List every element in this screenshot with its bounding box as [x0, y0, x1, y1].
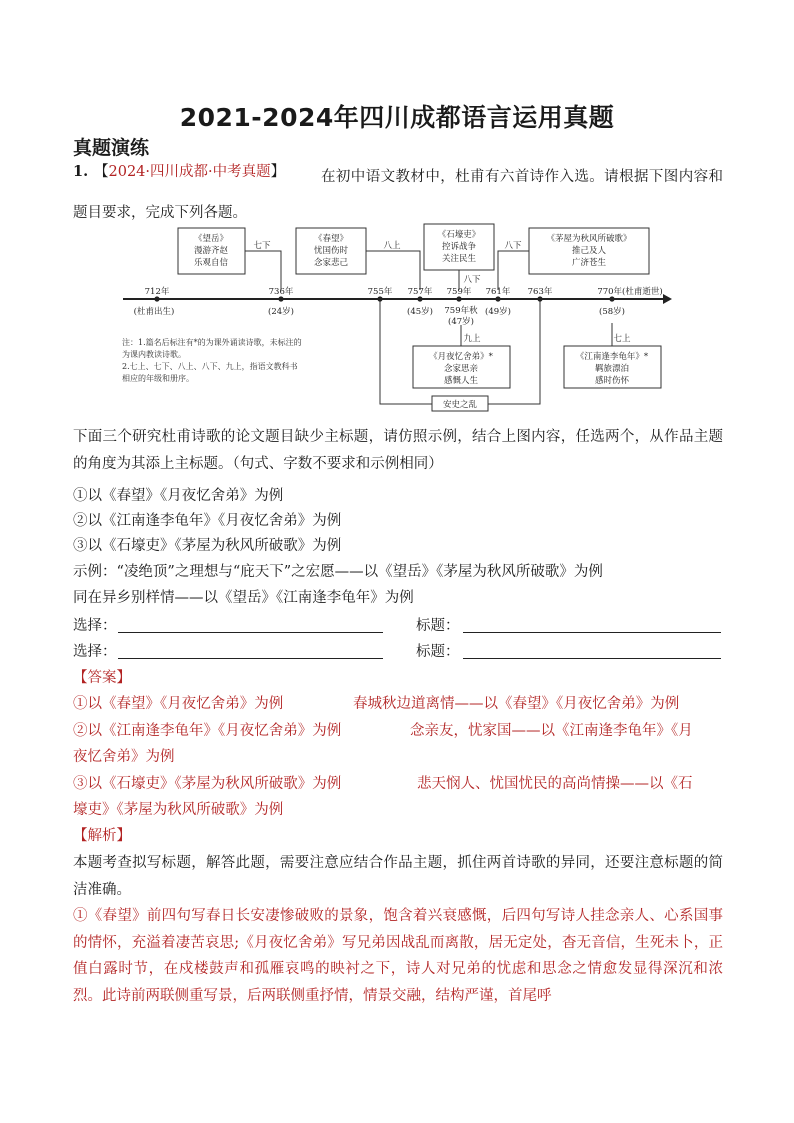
page-title: 2021-2024年四川成都语言运用真题 — [179, 103, 615, 132]
yueye-title: 《月夜忆舍弟》* — [429, 352, 493, 362]
note-line4: 相应的年级和册序。 — [122, 374, 194, 383]
option-1: ①以《春望》《月夜忆舍弟》为例 — [73, 488, 284, 504]
yueye-line2: 感慨人生 — [443, 376, 479, 386]
year-759-autumn: 759年秋 — [444, 306, 478, 316]
year-763: 763年 — [527, 287, 553, 297]
year-712: 712年 — [144, 287, 170, 297]
wangyue-line1: 漫游齐赵 — [193, 246, 229, 256]
answer-2-option: ②以《江南逢李龟年》《月夜忆舍弟》为例 — [73, 723, 342, 739]
age-birth: (杜甫出生) — [133, 307, 175, 317]
grade-8b-2: 八下 — [504, 241, 522, 251]
heading-blank-2[interactable] — [463, 658, 721, 659]
example-2: 同在异乡别样情——以《望岳》《江南逢李龟年》为例 — [73, 590, 414, 606]
analysis-label: 【解析】 — [73, 828, 131, 844]
svg-text:《茅屋为秋风所破歌》推己及人广济苍生 — [546, 233, 631, 268]
grade-7a: 七上 — [613, 334, 631, 344]
tick-757 — [417, 296, 422, 301]
tick-755 — [377, 296, 382, 301]
answer-1-title: 春城秋边道离情——以《春望》《月夜忆舍弟》为例 — [353, 696, 680, 712]
select-blank-1[interactable] — [118, 632, 383, 633]
wangyue-title: 《望岳》 — [193, 234, 229, 244]
answer-2-title: 念亲友，忧家国——以《江南逢李龟年》《月 — [410, 723, 693, 739]
jiangnan-line2: 感时伤怀 — [594, 376, 630, 386]
tick-770 — [609, 296, 614, 301]
answer-1-option: ①以《春望》《月夜忆舍弟》为例 — [73, 696, 284, 712]
answer-3-title: 悲天悯人、忧国忧民的高尚情操——以《石 — [417, 776, 693, 792]
heading-label-1: 标题： — [416, 618, 460, 634]
question-number: 1. — [73, 163, 89, 180]
svg-text:《江南逢李龟年》*羁旅漂泊感时伤怀 — [576, 351, 649, 386]
chunwang-line2: 念家悲己 — [313, 258, 349, 268]
tick-712 — [154, 296, 159, 301]
tick-759 — [456, 296, 461, 301]
year-761: 761年 — [485, 287, 511, 297]
tag-source-text: 2024·四川成都·中考真题 — [108, 164, 271, 180]
tick-736 — [278, 296, 283, 301]
shihao-line2: 关注民生 — [441, 254, 477, 264]
wangyue-line2: 乐观自信 — [193, 258, 229, 268]
maowu-line2: 广济苍生 — [571, 258, 607, 268]
anshi-label: 安史之乱 — [442, 400, 478, 410]
chunwang-title: 《春望》 — [313, 234, 349, 244]
grade-8a: 八上 — [383, 241, 401, 251]
example-1: 示例：“凌绝顶”之理想与“庇天下”之宏愿——以《望岳》《茅屋为秋风所破歌》为例 — [73, 564, 603, 580]
age-24: (24岁) — [268, 307, 294, 317]
instruction-text: 下面三个研究杜甫诗歌的论文题目缺少主标题，请仿照示例，结合上图内容，任选两个，从作品主题的角度为其添上主标题。（句式、字数不要求和示例相同） — [73, 429, 723, 472]
year-770: 770年(杜甫逝世) — [597, 287, 663, 297]
heading-blank-1[interactable] — [463, 632, 721, 633]
age-47: (47岁) — [448, 317, 474, 327]
grade-9a: 九上 — [463, 334, 481, 344]
jiangnan-line1: 羁旅漂泊 — [594, 364, 630, 374]
year-757: 757年 — [407, 287, 433, 297]
grade-7b: 七下 — [253, 241, 271, 251]
shihao-title: 《石壕吏》 — [437, 230, 481, 240]
answer-3-option: ③以《石壕吏》《茅屋为秋风所破歌》为例 — [73, 776, 342, 792]
maowu-line1: 推己及人 — [571, 246, 607, 256]
yueye-line1: 念家思亲 — [443, 364, 479, 374]
answer-label: 【答案】 — [73, 670, 131, 686]
age-45: (45岁) — [407, 307, 433, 317]
age-49: (49岁) — [485, 307, 511, 317]
du-fu-timeline — [0, 0, 794, 430]
year-736: 736年 — [268, 287, 294, 297]
tick-761 — [495, 296, 500, 301]
answer-2-cont: 夜忆舍弟》为例 — [73, 749, 175, 765]
svg-text:《月夜忆舍弟》*念家思亲感慨人生 — [429, 351, 494, 386]
tag-bracket-open: 【 — [94, 164, 109, 180]
option-2: ②以《江南逢李龟年》《月夜忆舍弟》为例 — [73, 513, 342, 529]
tag-bracket-close: 】 — [270, 164, 286, 180]
svg-text:《石壕吏》控诉战争关注民生 — [438, 229, 481, 264]
section-heading: 真题演练 — [73, 137, 150, 159]
analysis-detail: ①《春望》前四句写春日长安凄惨破败的景象，饱含着兴衰感慨，后四句写诗人挂念亲人、心系国事的情怀，充溢着凄苦哀思;《月夜忆舍弟》写兄弟因战乱而离散，居无定处，杳无音信，生死未卜，正值白露时节，在戍楼鼓声和孤雁哀鸣的映衬之下，诗人对兄弟的忧虑和思念之情愈发显得深沉和浓烈。此诗前两联侧重写景，后两联侧重抒情，情景交融，结构严谨，首尾呼 — [73, 908, 723, 1004]
note-line3: 2.七上、七下、八上、八下、九上，指语文教科书 — [122, 362, 298, 371]
shihao-line1: 控诉战争 — [441, 242, 477, 252]
tick-763 — [537, 296, 542, 301]
maowu-title: 《茅屋为秋风所破歌》 — [546, 234, 632, 244]
note-line1: 注：1.篇名后标注有*的为课外诵读诗歌，未标注的 — [122, 338, 302, 347]
answer-3-cont: 壕吏》《茅屋为秋风所破歌》为例 — [73, 802, 284, 818]
question-stem: 在初中语文教材中，杜甫有六首诗作入选。请根据下图内容和题目要求，完成下列各题。 — [73, 169, 723, 221]
select-label-2: 选择： — [73, 644, 117, 660]
grade-8b: 八下 — [463, 275, 481, 285]
year-755: 755年 — [367, 287, 393, 297]
jiangnan-title: 《江南逢李龟年》* — [575, 352, 649, 362]
chunwang-line1: 忧国伤时 — [313, 246, 349, 256]
svg-text:《春望》忧国伤时念家悲己 — [314, 233, 349, 268]
analysis-text: 本题考查拟写标题，解答此题，需要注意应结合作品主题，抓住两首诗歌的异同，还要注意标题的简洁准确。 — [73, 855, 723, 898]
age-58: (58岁) — [599, 307, 625, 317]
svg-text:《望岳》漫游齐赵乐观自信 — [194, 233, 229, 268]
heading-label-2: 标题： — [416, 644, 460, 660]
option-3: ③以《石壕吏》《茅屋为秋风所破歌》为例 — [73, 538, 342, 554]
select-blank-2[interactable] — [118, 658, 383, 659]
year-759: 759年 — [446, 287, 472, 297]
select-label-1: 选择： — [73, 618, 117, 634]
note-line2: 为课内教读诗歌。 — [122, 350, 186, 359]
